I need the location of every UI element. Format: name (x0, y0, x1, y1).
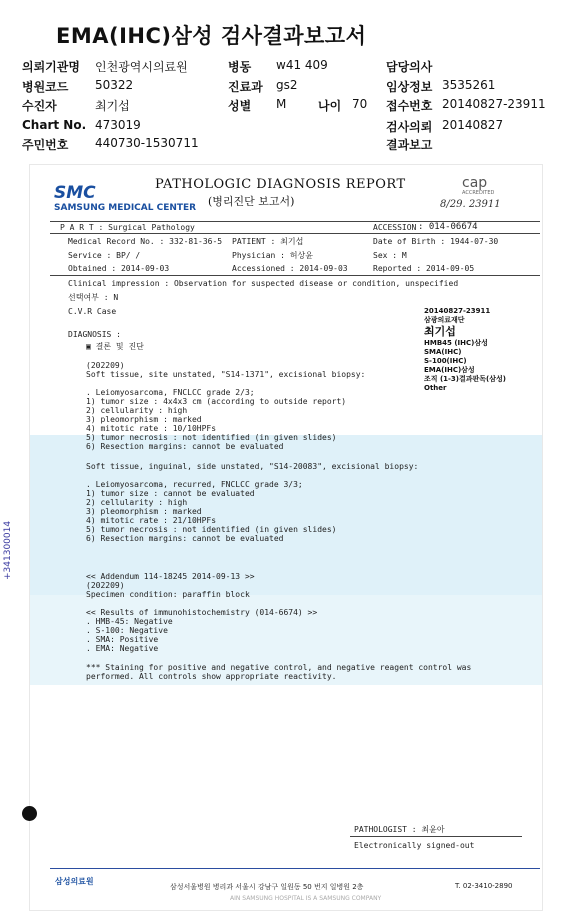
accession-label: ACCESSION (373, 223, 417, 232)
field-label: 접수번호 (386, 99, 433, 113)
text-line: 5) tumor necrosis : not identified (in given slides) (86, 433, 337, 442)
divider (50, 233, 540, 234)
field-value: 473019 (95, 118, 141, 132)
field-value: 70 (352, 97, 368, 111)
sticker-line: 조직 (1-3)결과판독(삼성) (424, 375, 506, 383)
page-title: EMA(IHC)삼성 검사결과보고서 (56, 24, 367, 48)
field-label: 수진자 (22, 99, 57, 113)
text-line: Specimen condition: paraffin block (86, 590, 250, 599)
scanned-report (30, 165, 542, 910)
sticker-line: HMB45 (IHC)삼성 (424, 339, 488, 347)
smc-logo: SMC (54, 183, 96, 203)
pathologist: PATHOLOGIST : 최윤아 (354, 825, 445, 834)
field-label: 임상정보 (386, 80, 433, 94)
text-line: (202209) (86, 581, 125, 590)
text-line: . Leiomyosarcoma, FNCLCC grade 2/3; (86, 388, 255, 397)
result-heading: ▣ 결론 및 진단 (86, 342, 144, 351)
footer-address: 삼성서울병원 병리과 서울시 강남구 일원동 50 번지 일병원 2층 (170, 883, 364, 891)
sticker-line: Other (424, 384, 447, 392)
sticker-line: EMA(IHC)삼성 (424, 366, 475, 374)
physician: Physician : 허상윤 (232, 251, 313, 260)
text-line: 4) mitotic rate : 10/10HPFs (86, 424, 217, 433)
sticker-name: 최기섭 (424, 325, 456, 338)
field-value: 50322 (95, 78, 134, 92)
handwritten-note: 8/29. 23911 (440, 199, 501, 210)
field-label: 병동 (228, 60, 252, 74)
text-line: . SMA: Positive (86, 635, 159, 644)
sticker-line: 삼광의료재단 (424, 316, 465, 324)
cap-logo: cap (462, 175, 488, 191)
text-line: . Leiomyosarcoma, recurred, FNCLCC grade 3/3; (86, 480, 303, 489)
cap-accredited: ACCREDITED (462, 190, 495, 196)
text-line: 2) cellularity : high (86, 498, 188, 507)
text-line: 3) pleomorphism : marked (86, 507, 202, 516)
medical-record: Medical Record No. : 332-81-36-5 (68, 237, 223, 246)
text-line: (202209) (86, 361, 125, 370)
reported: Reported : 2014-09-05 (373, 264, 475, 273)
field-label: 담당의사 (386, 60, 433, 74)
text-line: 1) tumor size : cannot be evaluated (86, 489, 255, 498)
field-value: gs2 (276, 78, 298, 92)
field-label: 의뢰기관명 (22, 60, 80, 74)
field-value: 3535261 (442, 78, 496, 92)
report-header (0, 0, 577, 160)
text-line: *** Staining for positive and negative control, and negative reagent control was (86, 663, 472, 672)
select-flag: 선택여부 : N (68, 293, 119, 302)
field-label: Chart No. (22, 118, 87, 132)
field-label: 검사의뢰 (386, 120, 433, 134)
clinical-impression: Clinical impression : Observation for suspected disease or condition, unspecified (68, 279, 459, 288)
field-label: 병원코드 (22, 80, 69, 94)
obtained: Obtained : 2014-09-03 (68, 264, 170, 273)
divider (350, 836, 522, 837)
sticker-line: S-100(IHC) (424, 357, 467, 365)
text-line: 4) mitotic rate : 21/10HPFs (86, 516, 217, 525)
field-label: 성별 (228, 99, 252, 113)
footer-logo: 삼성의료원 (55, 877, 94, 886)
text-line: << Addendum 114-18245 2014-09-13 >> (86, 572, 255, 581)
e-signature: Electronically signed-out (354, 841, 475, 850)
text-line: 3) pleomorphism : marked (86, 415, 202, 424)
part-line: P A R T : Surgical Pathology (60, 223, 195, 232)
field-value: M (276, 97, 287, 111)
sticker-line: SMA(IHC) (424, 348, 462, 356)
date-of-birth: Date of Birth : 1944-07-30 (373, 237, 499, 246)
text-line: 5) tumor necrosis : not identified (in given slides) (86, 525, 337, 534)
text-line: << Results of immunohistochemistry (014-6674) >> (86, 608, 318, 617)
sticker-line: 20140827-23911 (424, 307, 491, 315)
text-line: 6) Resection margins: cannot be evaluated (86, 534, 284, 543)
divider (50, 275, 540, 276)
field-value: 최기섭 (95, 99, 130, 113)
specimen-sticker (424, 307, 534, 393)
patient: PATIENT : 최기섭 (232, 237, 304, 246)
field-value: 인천광역시의료원 (95, 60, 188, 74)
report-title: PATHOLOGIC DIAGNOSIS REPORT (155, 177, 406, 192)
barcode-number: +341300014 (3, 520, 13, 580)
text-line: 2) cellularity : high (86, 406, 188, 415)
text-line: Soft tissue, inguinal, side unstated, "S14-20083", excisional biopsy: (86, 462, 419, 471)
text-line: . HMB-45: Negative (86, 617, 173, 626)
cvr-case: C.V.R Case (68, 307, 117, 316)
field-label: 나이 (318, 99, 342, 113)
text-line: performed. All controls show appropriate reactivity. (86, 672, 337, 681)
footer-phone: T. 02-3410-2890 (455, 882, 513, 890)
service: Service : BP/ / (68, 251, 141, 260)
field-value: 20140827-23911 (442, 97, 546, 111)
punch-hole (22, 806, 37, 821)
field-value: w41 409 (276, 58, 328, 72)
footer-divider (50, 868, 540, 869)
accessioned: Accessioned : 2014-09-03 (232, 264, 348, 273)
field-label: 주민번호 (22, 138, 69, 152)
field-label: 진료과 (228, 80, 263, 94)
hospital-name: SAMSUNG MEDICAL CENTER (54, 203, 197, 213)
text-line: 1) tumor size : 4x4x3 cm (according to outside report) (86, 397, 347, 406)
text-line: . EMA: Negative (86, 644, 159, 653)
diagnosis-heading: DIAGNOSIS : (68, 330, 121, 339)
field-value: 20140827 (442, 118, 504, 132)
accession-value: : 014-06674 (418, 222, 478, 232)
footer-watermark: AIN SAMSUNG HOSPITAL IS A SAMSUNG COMPANY (230, 895, 382, 902)
text-line: 6) Resection margins: cannot be evaluated (86, 442, 284, 451)
report-subtitle: (병리진단 보고서) (208, 195, 295, 208)
text-line: Soft tissue, site unstated, "S14-1371", excisional biopsy: (86, 370, 366, 379)
sex: Sex : M (373, 251, 407, 260)
field-label: 결과보고 (386, 138, 433, 152)
field-value: 440730-1530711 (95, 136, 199, 150)
text-line: . S-100: Negative (86, 626, 168, 635)
